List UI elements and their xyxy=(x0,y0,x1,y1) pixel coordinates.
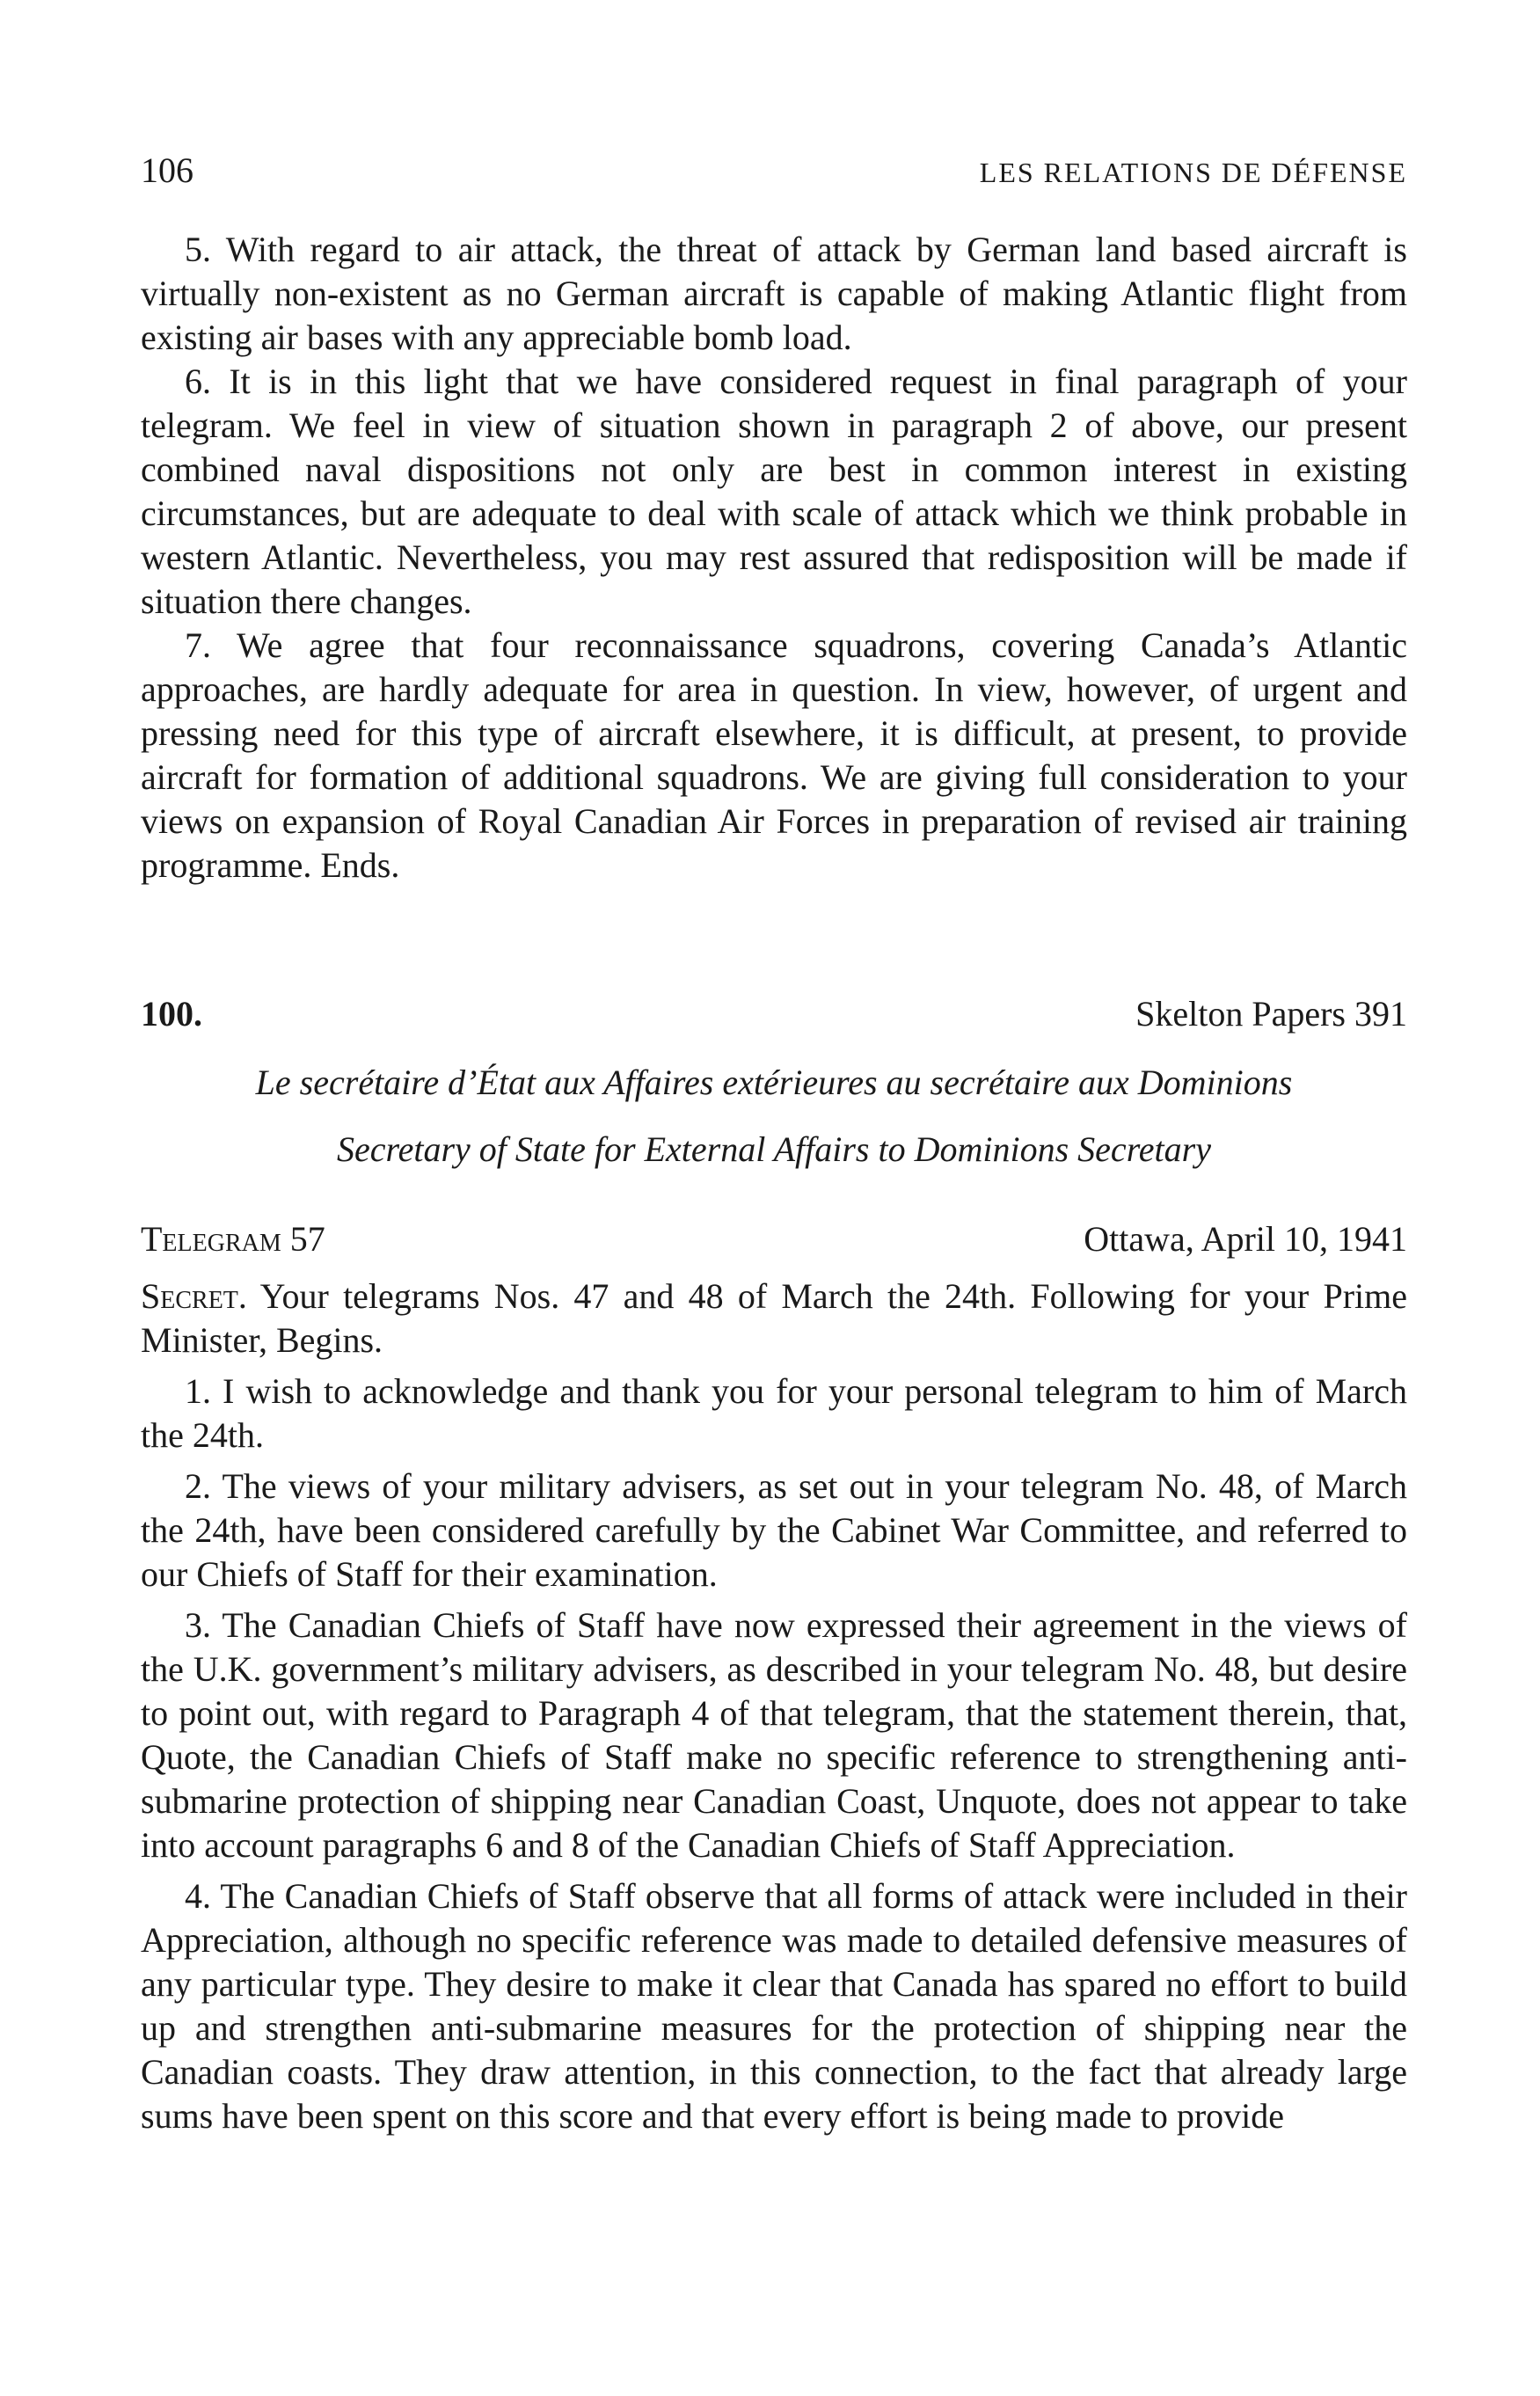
telegram-label: Telegram 57 xyxy=(141,1219,325,1259)
continued-text xyxy=(141,228,1407,888)
document-number: 100. xyxy=(141,994,202,1034)
running-head xyxy=(141,150,1407,191)
opening-text: Your telegrams Nos. 47 and 48 of March the 24th. Following for your Prime Minister, Begins. xyxy=(141,1276,1407,1360)
paragraph-5: 5. With regard to air attack, the threat of attack by German land based aircraft is virtually non-existent as no German aircraft is capable of making Atlantic flight from existing air bases with any appreciable bomb load. xyxy=(141,230,1407,357)
document-page xyxy=(141,150,1407,2138)
document-title-french: Le secrétaire d’État aux Affaires extérieures au secrétaire aux Dominions xyxy=(255,1063,1293,1102)
place-date: Ottawa, April 10, 1941 xyxy=(1084,1219,1407,1259)
opening-paragraph xyxy=(141,1275,1407,1362)
section-gap xyxy=(141,888,1407,991)
document-paragraph-4: 4. The Canadian Chiefs of Staff observe that all forms of attack were included in their Appreciation, although no specific reference was made to detailed defensive measures of any particular type. They desire to make it clear that Canada has spared no effort to build up and strengthen anti-submarine measures for the protection of shipping near the Canadian coasts. They draw attention, in this connection, to the fact that already large sums have been spent on this score and that every effort is being made to provide xyxy=(141,1876,1407,2136)
document-paragraph-3: 3. The Canadian Chiefs of Staff have now expressed their agreement in the views of the U.K. government’s military advisers, as described in your telegram No. 48, but desire to point out, with regard to Paragraph 4 of that telegram, that the statement therein, that, Quote, the Canadian Chiefs of Staff make no specific reference to strengthening anti-submarine protection of shipping near Canadian Coast, Unquote, does not appear to take into account paragraphs 6 and 8 of the Canadian Chiefs of Staff Appreciation. xyxy=(141,1605,1407,1865)
document-source: Skelton Papers 391 xyxy=(1135,994,1407,1034)
document-paragraph-2: 2. The views of your military advisers, as set out in your telegram No. 48, of March the 24th, have been considered carefully by the Cabinet War Committee, and referred to our Chiefs of Staff for their examination. xyxy=(141,1466,1407,1594)
document-heading xyxy=(141,991,1407,1037)
running-title: LES RELATIONS DE DÉFENSE xyxy=(979,157,1407,188)
classification-label: Secret. xyxy=(141,1276,247,1316)
paragraph-7: 7. We agree that four reconnaissance squadrons, covering Canada’s Atlantic approaches, are hardly adequate for area in question. In view, however, of urgent and pressing need for this type of aircraft elsewhere, it is difficult, at present, to provide aircraft for formation of additional squadrons. We are giving full consideration to your views on expansion of Royal Canadian Air Forces in preparation of revised air training programme. Ends. xyxy=(141,625,1407,885)
paragraph-6: 6. It is in this light that we have considered request in final paragraph of your telegram. We feel in view of situation shown in paragraph 2 of above, our present combined naval dispositions not only are best in common interest in existing circumstances, but are adequate to deal with scale of attack which we think probable in western Atlantic. Nevertheless, you may rest assured that redisposition will be made if situation there changes. xyxy=(141,362,1407,621)
page-number: 106 xyxy=(141,150,193,190)
telegram-line xyxy=(141,1216,1407,1262)
document-title-english: Secretary of State for External Affairs to Dominions Secretary xyxy=(337,1129,1211,1169)
document-paragraph-1: 1. I wish to acknowledge and thank you for your personal telegram to him of March the 24th. xyxy=(141,1371,1407,1455)
